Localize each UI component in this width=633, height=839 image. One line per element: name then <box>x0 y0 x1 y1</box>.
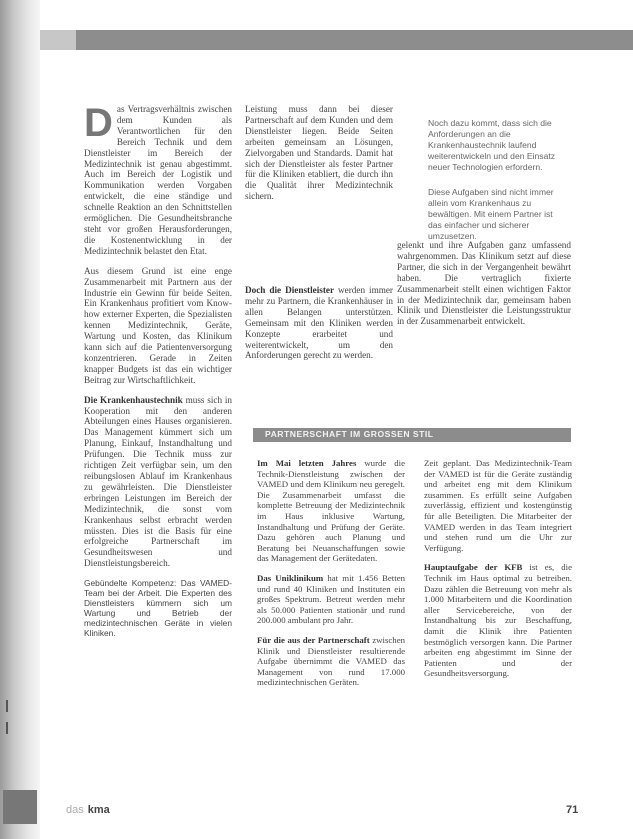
page-edge-strip <box>0 0 40 839</box>
article-column-2-lower <box>245 285 393 425</box>
section-banner-title: PARTNERSCHAFT IM GROSSEN STIL <box>265 429 434 439</box>
pull-quote <box>428 118 568 256</box>
article-column-3 <box>397 240 571 340</box>
paragraph: zwischen Klinik und Dienstleister resultierende Aufgabe übernimmt die VAMED das Management von rund 17.000 medizintechnischen Geräten. <box>257 634 405 688</box>
article-column-5 <box>424 458 572 798</box>
paragraph-lead: Das Uniklinikum <box>257 572 324 583</box>
header-bar <box>40 0 633 52</box>
article-column-4 <box>257 458 405 798</box>
section-banner <box>253 428 571 442</box>
paragraph-lead: Hauptaufgabe der KFB <box>424 562 523 573</box>
paragraph: Aus diesem Grund ist eine enge Zusammenarbeit mit Partnern aus der Industrie ein Gewinn für beide Seiten. Ein Krankenhaus profitiert vom Know-how externer Experten, die Spezialisten kennen Medizintechnik, Geräte, Wartung und Kosten, das Klinikum kann sich auf die Patientenversorgung konzentrieren. Gerade in Zeiten knapper Budgets ist das ein wichtiger Beitrag zur Wirtschaftlichkeit. <box>84 265 232 385</box>
paragraph: werden immer mehr zu Partnern, die Krankenhäuser in allen Belangen unterstützen. Gemeinsam mit den Kliniken werden Konzepte erarbeitet und weiterentwickelt, um den Anforderungen gerecht zu werden. <box>245 285 393 361</box>
paragraph-lead: Die Krankenhaustechnik <box>84 394 183 405</box>
paragraph-lead: Doch die Dienstleister <box>245 285 335 295</box>
paragraph: ist es, die Technik im Haus optimal zu betreiben. Dazu zählen die Betreuung von mehr als 1.000 Mitarbeitern und die Koordination aller Servicebereiche, von der Instandhaltung bis zur Beschaffung, damit die Klinik ihre Patienten bestmöglich versorgen kann. Die Partner arbeiten eng abgestimmt im Sinne der Patienten und der Gesundheitsversorgung. <box>424 562 572 679</box>
paragraph: wurde die Technik-Dienstleistung zwischen der VAMED und dem Klinikum neu geregelt. Die Zusammenarbeit umfasst die komplette Betreuung der Medizintechnik im Haus inklusive Wartung, Instandhaltung und Prüfung der Geräte. Dazu gehören auch Planung und Beratung bei Neuanschaffungen sowie das Management der Gerätedaten. <box>257 458 405 564</box>
footer-brand-prefix: das <box>66 804 84 816</box>
paragraph-lead: Für die aus der Partnerschaft <box>257 634 370 645</box>
paragraph: Zeit geplant. Das Medizintechnik-Team der VAMED ist für die Geräte zuständig und arbeitet eng mit dem Klinikum zusammen. Es erfüllt seine Aufgaben zuverlässig, effizient und kostengünstig für alle Beteiligten. Die Mitarbeiter der VAMED werden in das Team integriert und stehen rund um die Uhr zur Verfügung. <box>424 458 572 553</box>
footer-brand <box>66 804 110 816</box>
margin-mark <box>6 700 8 712</box>
header-band <box>40 30 633 50</box>
sub-caption: Gebündelte Kompetenz: Das VAMED-Team bei der Arbeit. Die Experten des Dienstleisters kümmern sich um Wartung und Betrieb der medizintechnischen Geräte in vielen Kliniken. <box>84 578 232 639</box>
article-column-1 <box>84 101 232 804</box>
corner-logo-mark <box>3 790 37 824</box>
paragraph: as Vertragsverhältnis zwischen dem Kunden als Verantwortlichen für den Bereich Technik und dem Dienstleister im Bereich der Medizintechnik ist genau abgestimmt. Auch im Bereich der Logistik und Kommunikation werden Vorgaben entwickelt, die eine ständige und schnelle Reaktion an den Schnittstellen ermöglichen. Die Gesundheitsbranche steht vor großen Herausforderungen, die Kostenentwicklung in der Medizintechnik belastet den Etat. <box>84 104 232 256</box>
drop-cap: D <box>84 101 113 145</box>
footer-brand-name: kma <box>87 804 110 816</box>
page-number: 71 <box>566 804 579 816</box>
paragraph: gelenkt und ihre Aufgaben ganz umfassend wahrgenommen. Das Klinikum setzt auf diese Partner, die sich in der Vergangenheit bewährt haben. Die vertraglich fixierte Zusammenarbeit stellt einen wichtigen Faktor in der Medizintechnik dar, gemeinsam haben Klinik und Dienstleister die Leistungsstruktur in der Zusammenarbeit entwickelt. <box>397 240 571 327</box>
margin-mark <box>6 722 8 734</box>
paragraph: Leistung muss dann bei dieser Partnerschaft auf dem Kunden und dem Dienstleister liegen. Beide Seiten arbeiten gemeinsam an Lösungen, Zielvorgaben und Standards. Damit hat sich der Dienstleister als fester Partner für die Kliniken etabliert, die durch ihn die Qualität ihrer Medizintechnik sichern. <box>245 104 393 202</box>
header-band-accent <box>40 30 76 50</box>
quote-paragraph: Diese Aufgaben sind nicht immer allein vom Krankenhaus zu bewältigen. Mit einem Partner ist das einfacher und sicherer umzusetzen. <box>428 187 554 241</box>
paragraph: muss sich in Kooperation mit den anderen Abteilungen eines Hauses organisieren. Das Management kümmert sich um Planung, Einkauf, Instandhaltung und Prüfungen. Die Technik muss zur richtigen Zeit verfügbar sein, um den reibungslosen Ablauf im Krankenhaus zu gewährleisten. Die Dienstleister erbringen Leistungen im Bereich der Medizintechnik, die sonst vom Krankenhaus selbst erbracht werden müssten. Dies ist die Basis für eine erfolgreiche Partnerschaft im Gesundheitswesen und Dienstleistungsbereich. <box>84 394 232 569</box>
paragraph: hat mit 1.456 Betten und rund 40 Kliniken und Instituten ein großes Spektrum. Betreut werden mehr als 50.000 Patienten stationär und rund 200.000 ambulant pro Jahr. <box>257 572 406 626</box>
paragraph-lead: Im Mai letzten Jahres <box>257 458 357 468</box>
quote-paragraph: Noch dazu kommt, dass sich die Anforderungen an die Krankenhaustechnik laufend weiterentwickeln und den Einsatz neuer Technologien erfordern. <box>428 118 556 172</box>
